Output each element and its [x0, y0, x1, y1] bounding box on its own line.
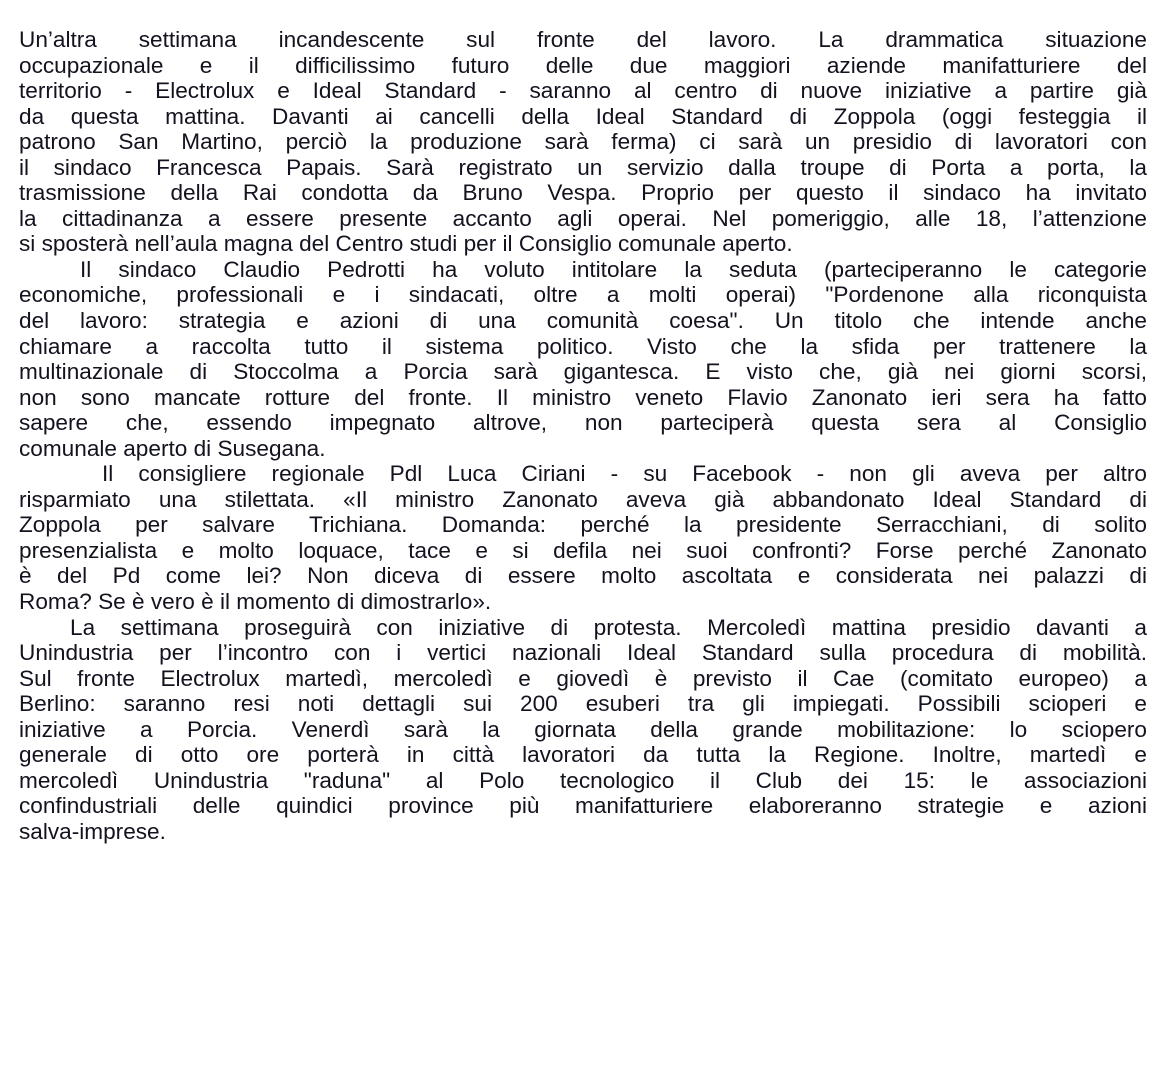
paragraph-2 [19, 257, 1147, 461]
paragraph-3 [19, 461, 1147, 614]
text-line: Berlino: saranno resi noti dettagli sui 200 esuberi tra gli impiegati. Possibili scioperi e [19, 691, 1147, 717]
article-body [19, 27, 1147, 845]
text-line: è del Pd come lei? Non diceva di essere molto ascoltata e considerata nei palazzi di [19, 563, 1147, 589]
text-line: Il consigliere regionale Pdl Luca Ciriani - su Facebook - non gli aveva per altro [102, 461, 1147, 487]
text-line: Sul fronte Electrolux martedì, mercoledì e giovedì è previsto il Cae (comitato europeo) a [19, 665, 1147, 691]
text-line: si sposterà nell’aula magna del Centro studi per il Consiglio comunale aperto. [19, 231, 793, 257]
text-line: territorio - Electrolux e Ideal Standard - saranno al centro di nuove iniziative a partire già [19, 78, 1147, 104]
text-line: non sono mancate rotture del fronte. Il ministro veneto Flavio Zanonato ieri sera ha fatto [19, 384, 1147, 410]
text-line: la cittadinanza a essere presente accanto agli operai. Nel pomeriggio, alle 18, l’attenzione [19, 205, 1147, 231]
text-line: Zoppola per salvare Trichiana. Domanda: perché la presidente Serracchiani, di solito [19, 512, 1147, 538]
text-line: patrono San Martino, perciò la produzione sarà ferma) ci sarà un presidio di lavoratori con [19, 129, 1147, 155]
text-line: Roma? Se è vero è il momento di dimostrarlo». [19, 589, 492, 615]
text-line: risparmiato una stilettata. «Il ministro Zanonato aveva già abbandonato Ideal Standard di [19, 486, 1147, 512]
text-line: Unindustria per l’incontro con i vertici nazionali Ideal Standard sulla procedura di mobilità. [19, 640, 1147, 666]
text-line: confindustriali delle quindici province più manifatturiere elaboreranno strategie e azioni [19, 793, 1147, 819]
text-line: chiamare a raccolta tutto il sistema politico. Visto che la sfida per trattenere la [19, 333, 1147, 359]
text-line: Un’altra settimana incandescente sul fronte del lavoro. La drammatica situazione [19, 27, 1147, 52]
text-line: comunale aperto di Susegana. [19, 435, 326, 461]
text-line: del lavoro: strategia e azioni di una comunità coesa". Un titolo che intende anche [19, 308, 1147, 334]
text-line: occupazionale e il difficilissimo futuro delle due maggiori aziende manifatturiere del [19, 52, 1147, 78]
text-line: multinazionale di Stoccolma a Porcia sarà gigantesca. E visto che, già nei giorni scorsi, [19, 359, 1147, 385]
text-line: economiche, professionali e i sindacati, oltre a molti operai) "Pordenone alla riconquista [19, 282, 1147, 308]
paragraph-4 [19, 615, 1147, 845]
text-line: trasmissione della Rai condotta da Bruno Vespa. Proprio per questo il sindaco ha invitato [19, 180, 1147, 206]
paragraph-1 [19, 27, 1147, 257]
text-line: generale di otto ore porterà in città lavoratori da tutta la Regione. Inoltre, martedì e [19, 742, 1147, 768]
text-line: presenzialista e molto loquace, tace e si defila nei suoi confronti? Forse perché Zanonato [19, 537, 1147, 563]
text-line: La settimana proseguirà con iniziative di protesta. Mercoledì mattina presidio davanti a [70, 614, 1147, 640]
text-line: il sindaco Francesca Papais. Sarà registrato un servizio dalla troupe di Porta a porta, la [19, 154, 1147, 180]
text-line: sapere che, essendo impegnato altrove, non parteciperà questa sera al Consiglio [19, 410, 1147, 436]
text-line: iniziative a Porcia. Venerdì sarà la giornata della grande mobilitazione: lo sciopero [19, 716, 1147, 742]
text-line: salva-imprese. [19, 818, 166, 844]
text-line: mercoledì Unindustria "raduna" al Polo tecnologico il Club dei 15: le associazioni [19, 767, 1147, 793]
text-line: da questa mattina. Davanti ai cancelli della Ideal Standard di Zoppola (oggi festeggia il [19, 103, 1147, 129]
text-line: Il sindaco Claudio Pedrotti ha voluto intitolare la seduta (parteciperanno le categorie [80, 256, 1147, 282]
